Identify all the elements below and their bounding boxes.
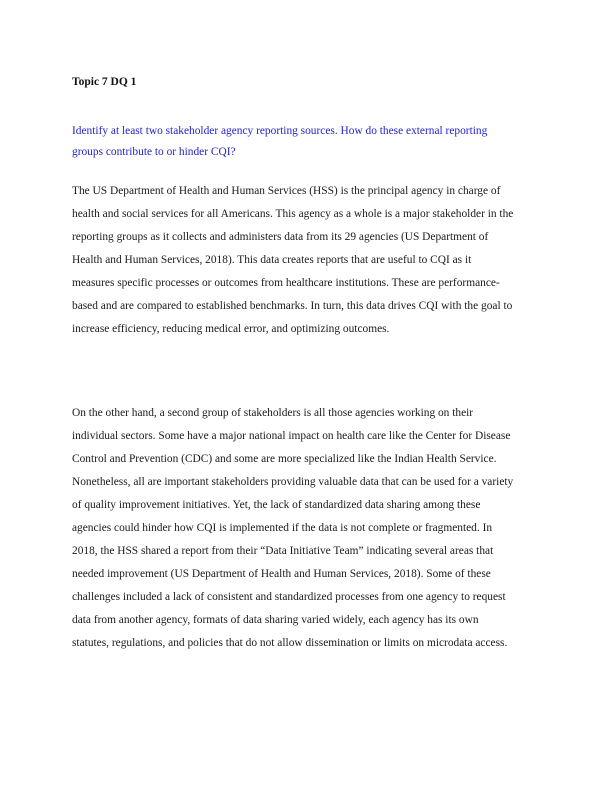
paragraph-line: reporting groups as it collects and administers data from its 29 agencies (US Department of (72, 231, 489, 243)
paragraph-line: Health and Human Services, 2018). This data creates reports that are useful to CQI as it (72, 254, 472, 266)
paragraph-line: 2018, the HSS shared a report from their “Data Initiative Team” indicating several areas that (72, 545, 494, 557)
body-paragraph-1 (72, 180, 546, 341)
paragraph-line: agencies could hinder how CQI is implemented if the data is not complete or fragmented. In (72, 522, 493, 534)
paragraph-line: Nonetheless, all are important stakeholders providing valuable data that can be used for a variety (72, 476, 514, 488)
paragraph-line: measures specific processes or outcomes from healthcare institutions. These are performance- (72, 277, 500, 289)
discussion-question (72, 121, 542, 163)
question-line: Identify at least two stakeholder agency reporting sources. How do these external reporting (72, 125, 488, 137)
paragraph-line: statutes, regulations, and policies that do not allow dissemination or limits on microdata access. (72, 637, 508, 649)
document-title: Topic 7 DQ 1 (72, 76, 137, 88)
paragraph-line: The US Department of Health and Human Services (HSS) is the principal agency in charge of (72, 185, 501, 197)
paragraph-line: On the other hand, a second group of stakeholders is all those agencies working on their (72, 407, 474, 419)
paragraph-line: health and social services for all Americans. This agency as a whole is a major stakeholder in the (72, 208, 514, 220)
paragraph-line: data from another agency, formats of data sharing varied widely, each agency has its own (72, 614, 479, 626)
paragraph-line: challenges included a lack of consistent and standardized processes from one agency to request (72, 591, 506, 603)
paragraph-line: individual sectors. Some have a major national impact on health care like the Center for Disease (72, 430, 511, 442)
paragraph-line: needed improvement (US Department of Health and Human Services, 2018). Some of these (72, 568, 491, 580)
paragraph-line: increase efficiency, reducing medical error, and optimizing outcomes. (72, 323, 390, 335)
question-line: groups contribute to or hinder CQI? (72, 146, 236, 158)
paragraph-line: of quality improvement initiatives. Yet, the lack of standardized data sharing among these (72, 499, 481, 511)
paragraph-line: Control and Prevention (CDC) and some are more specialized like the Indian Health Service. (72, 453, 497, 465)
paragraph-line: based and are compared to established benchmarks. In turn, this data drives CQI with the goal to (72, 300, 513, 312)
body-paragraph-2 (72, 402, 546, 655)
